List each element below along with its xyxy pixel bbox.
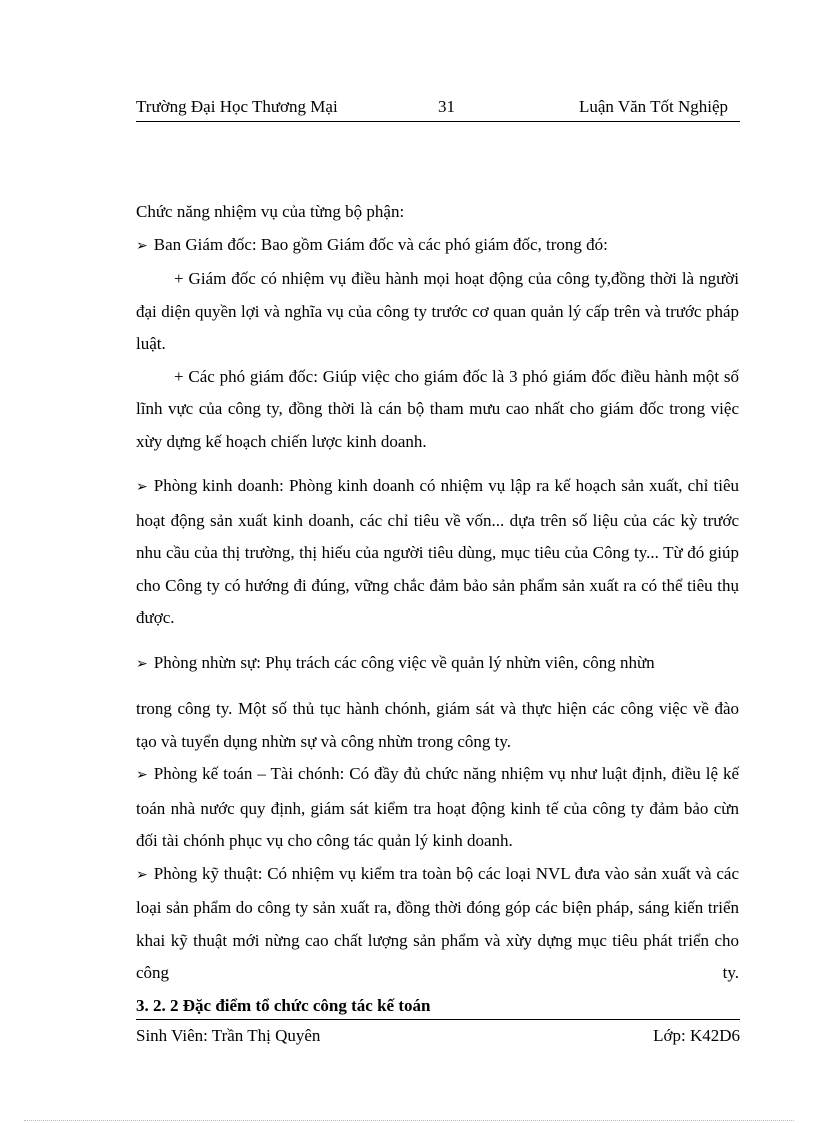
footer-student-name: Sinh Viên: Trần Thị Quyên	[136, 1026, 321, 1045]
bullet-arrow-icon: ➢	[136, 768, 148, 783]
page-footer	[136, 1019, 740, 1048]
section-heading: 3. 2. 2 Đặc điểm tổ chức công tác kế toán	[136, 995, 431, 1015]
giam-doc-paragraph: + Giám đốc có nhiệm vụ điều hành mọi hoạt động của công ty,đồng thời là người đại diện quyền lợi và nghĩa vụ của công ty trước cơ quan quản lý cấp trên và trước pháp luật.	[136, 269, 739, 353]
phong-nhan-su-text: Phòng nhừn sự: Phụ trách các công việc về quản lý nhừn viên, công nhừn	[153, 652, 655, 672]
phong-kinh-doanh-text: Phòng kinh doanh: Phòng kinh doanh có nhiệm vụ lập ra kế hoạch sản xuất, chỉ tiêu hoạt động sản xuất kinh doanh, các chỉ tiêu về vốn... dựa trên số liệu của các kỳ trước nhu cầu của thị trường, thị hiếu của người tiêu dùng, mục tiêu của Công ty... Từ đó giúp cho Công ty có hướng đi đúng, vững chắc đảm bảo sản phẩm sản xuất ra có thể tiêu thụ được.	[136, 476, 739, 627]
header-page-number: 31	[438, 97, 455, 116]
ban-giam-doc-item	[136, 229, 739, 264]
intro-paragraph: Chức năng nhiệm vụ của từng bộ phận:	[136, 202, 405, 221]
phong-kinh-doanh-item	[136, 470, 739, 635]
page-header	[136, 97, 740, 122]
page-body	[136, 196, 739, 1022]
bullet-arrow-icon: ➢	[136, 867, 148, 883]
ban-giam-doc-text: Ban Giám đốc: Bao gồm Giám đốc và các phó giám đốc, trong đó:	[153, 234, 608, 254]
phong-ke-toan-item	[136, 758, 739, 858]
phong-nhan-su-continuation: trong công ty. Một số thủ tục hành chónh, giám sát và thực hiện các công việc về đào tạo và tuyển dụng nhừn sự và công nhừn trong công ty.	[136, 699, 739, 751]
phong-ky-thuat-item	[136, 858, 739, 990]
phong-ky-thuat-text: Phòng kỹ thuật: Có nhiệm vụ kiểm tra toàn bộ các loại NVL đưa vào sản xuất và các loại sản phẩm do công ty sản xuất ra, đồng thời đóng góp các biện pháp, sáng kiến triển khai kỹ thuật mới nừng cao chất lượng sản phẩm và xừy dựng mục tiêu phát triển cho công ty.	[136, 863, 739, 982]
bullet-arrow-icon: ➢	[136, 656, 148, 672]
phong-nhan-su-item	[136, 647, 739, 682]
pho-giam-doc-paragraph: + Các phó giám đốc: Giúp việc cho giám đốc là 3 phó giám đốc điều hành một số lĩnh vực của công ty, đồng thời là cán bộ tham mưu cao nhất cho giám đốc trong việc xừy dựng kế hoạch chiến lược kinh doanh.	[136, 366, 739, 451]
page-bottom-dotted-line	[24, 1120, 794, 1121]
header-school-name: Trường Đại Học Thương Mại	[136, 97, 338, 116]
bullet-arrow-icon: ➢	[136, 480, 148, 495]
footer-class-code: Lớp: K42D6	[653, 1026, 740, 1045]
header-document-type: Luận Văn Tốt Nghiệp	[578, 97, 728, 116]
bullet-arrow-icon: ➢	[136, 238, 148, 254]
phong-ke-toan-text: Phòng kế toán – Tài chónh: Có đầy đủ chức năng nhiệm vụ như luật định, điều lệ kế toán nhà nước quy định, giám sát kiểm tra hoạt động kinh tế của công ty đảm bảo cừn đối tài chónh phục vụ cho công tác quản lý kinh doanh.	[136, 764, 739, 850]
